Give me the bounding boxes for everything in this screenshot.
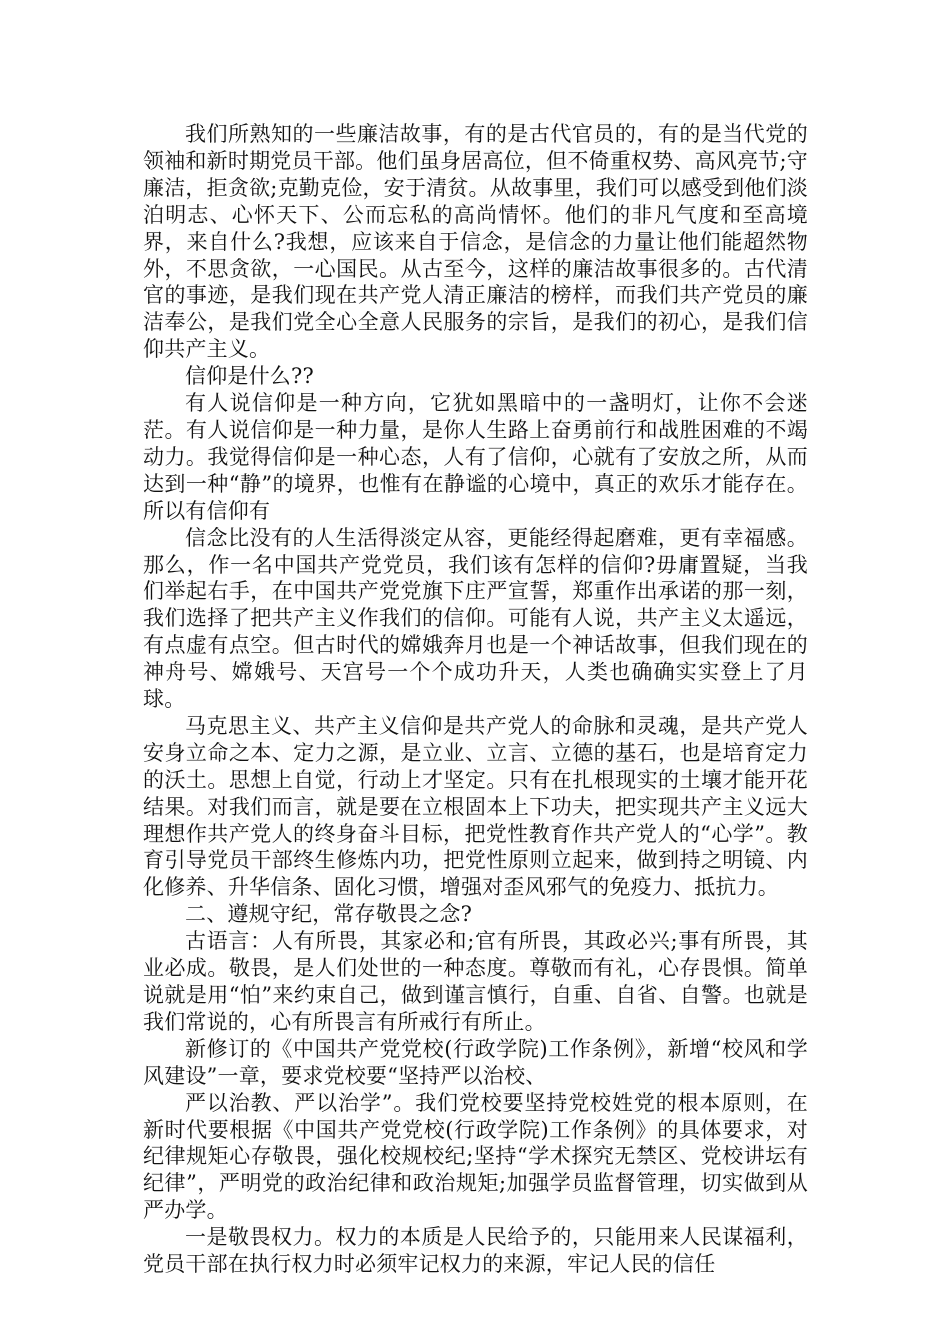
document-page: [143, 121, 808, 1278]
paragraph-what-is-belief: 信仰是什么??: [185, 364, 314, 389]
paragraph-ancient-saying: 古语言：人有所畏，其家必和;官有所畏，其政必兴;事有所畏，其业必成。敬畏，是人们处世的一种态度。尊敬而有礼，心存畏惧。简单说就是用“怕”来约束自己，做到谨言慎行，自重、自省、自警。也就是我们常说的，心有所畏言有所戒行有所止。: [143, 929, 808, 1034]
section-heading-discipline: 二、遵规守纪，常存敬畏之念?: [185, 902, 473, 927]
paragraph-incorruptibility-stories: 我们所熟知的一些廉洁故事，有的是古代官员的，有的是当代党的领袖和新时期党员干部。他们虽身居高位，但不倚重权势、高风亮节;守廉洁，拒贪欲;克勤克俭，安于清贫。从故事里，我们可以感受到他们淡泊明志、心怀天下、公而忘私的高尚情怀。他们的非凡气度和至高境界，来自什么?我想，应该来自于信念，是信念的力量让他们能超然物外，不思贪欲，一心国民。从古至今，这样的廉洁故事很多的。古代清官的事迹，是我们现在共产党人清正廉洁的榜样，而我们共产党员的廉洁奉公，是我们党全心全意人民服务的宗旨，是我们的初心，是我们信仰共产主义。: [143, 122, 808, 362]
paragraph-revere-power: 一是敬畏权力。权力的本质是人民给予的，只能用来人民谋福利，党员干部在执行权力时必须牢记权力的来源，牢记人民的信任: [143, 1225, 808, 1277]
paragraph-communist-belief: 信念比没有的人生活得淡定从容，更能经得起磨难，更有幸福感。那么，作一名中国共产党党员，我们该有怎样的信仰?毋庸置疑，当我们举起右手，在中国共产党党旗下庄严宣誓，郑重作出承诺的那一刻，我们选择了把共产主义作我们的信仰。可能有人说，共产主义太遥远，有点虚有点空。但古时代的嫦娥奔月也是一个神话故事，但我们现在的神舟号、嫦娥号、天宫号一个个成功升天，人类也确确实实登上了月球。: [143, 525, 808, 712]
paragraph-strict-governance: 严以治教、严以治学”。我们党校要坚持党校姓党的根本原则，在新时代要根据《中国共产党党校(行政学院)工作条例》的具体要求，对纪律规矩心存敬畏，强化校规校纪;坚持“学术探究无禁区、党校讲坛有纪律”，严明党的政治纪律和政治规矩;加强学员监督管理，切实做到从严办学。: [143, 1090, 808, 1223]
paragraph-party-school-regulations: 新修订的《中国共产党党校(行政学院)工作条例》，新增“校风和学风建设”一章，要求党校要“坚持严以治校、: [143, 1036, 808, 1088]
paragraph-marxism-soul: 马克思主义、共产主义信仰是共产党人的命脉和灵魂，是共产党人安身立命之本、定力之源，是立业、立言、立德的基石，也是培育定力的沃土。思想上自觉，行动上才坚定。只有在扎根现实的土壤才能开花结果。对我们而言，就是要在立根固本上下功夫，把实现共产主义远大理想作共产党人的终身奋斗目标，把党性教育作共产党人的“心学”。教育引导党员干部终生修炼内功，把党性原则立起来，做到持之明镜、内化修养、升华信条、固化习惯，增强对歪风邪气的免疫力、抵抗力。: [143, 713, 808, 900]
paragraph-belief-definition: 有人说信仰是一种方向，它犹如黑暗中的一盏明灯，让你不会迷茫。有人说信仰是一种力量，是你人生路上奋勇前行和战胜困难的不竭动力。我觉得信仰是一种心态，人有了信仰，心就有了安放之所，从而达到一种“静”的境界，也惟有在静谧的心境中，真正的欢乐才能存在。所以有信仰有: [143, 391, 808, 523]
